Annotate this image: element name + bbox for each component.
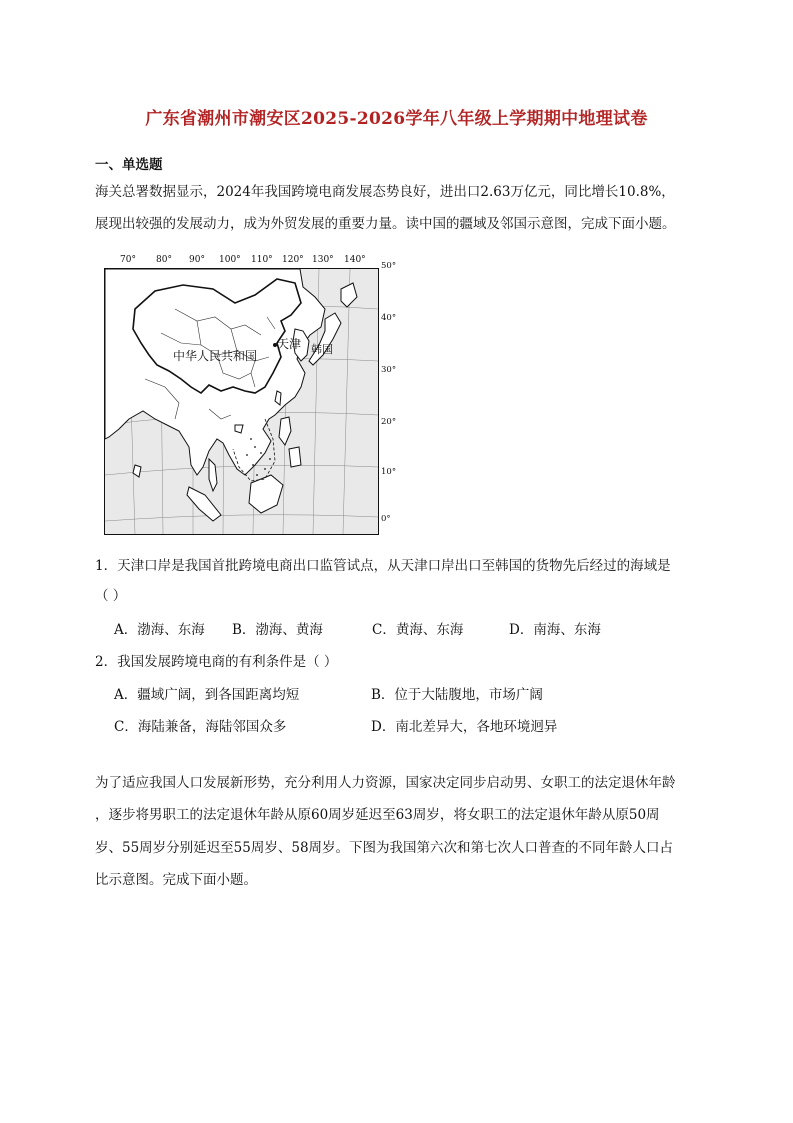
lat-label: 20°: [381, 417, 397, 427]
q1-option-c[interactable]: C．黄海、东海: [372, 622, 464, 638]
q1-option-d[interactable]: D．南海、东海: [509, 622, 601, 638]
lat-label: 40°: [381, 313, 397, 323]
q2-option-a[interactable]: A．疆域广阔，到各国距离均短: [114, 687, 300, 703]
q1-option-b[interactable]: B．渤海、黄海: [232, 622, 323, 638]
passage2-line3: 岁、55周岁分别延迟至55周岁、58周岁。下图为我国第六次和第七次人口普查的不同年龄人口占: [95, 840, 674, 856]
lon-label: 120°: [282, 255, 304, 265]
map-drawing: [105, 269, 378, 534]
passage2-line2: ，逐步将男职工的法定退休年龄从原60周岁延迟至63周岁，将女职工的法定退休年龄从原50周: [95, 807, 660, 823]
page-title: 广东省潮州市潮安区2025-2026学年八年级上学期期中地理试卷: [145, 109, 648, 129]
q2-option-b[interactable]: B．位于大陆腹地，市场广阔: [371, 687, 543, 703]
lon-label: 70°: [120, 255, 136, 265]
passage2-line4: 比示意图。完成下面小题。: [95, 872, 257, 888]
passage2-line1: 为了适应我国人口发展新形势，充分利用人力资源，国家决定同步启动男、女职工的法定退休年龄: [95, 775, 676, 791]
section-heading: 一、单选题: [95, 157, 163, 173]
passage1-line1: 海关总署数据显示，2024年我国跨境电商发展态势良好，进出口2.63万亿元，同比增长10.8%，: [95, 184, 675, 200]
q1-stem-line1: 1．天津口岸是我国首批跨境电商出口监管试点，从天津口岸出口至韩国的货物先后经过的海域是: [95, 558, 671, 574]
lat-label: 50°: [381, 261, 397, 271]
passage1-line2: 展现出较强的发展动力，成为外贸发展的重要力量。读中国的疆域及邻国示意图，完成下面小题。: [95, 216, 676, 232]
q2-option-d[interactable]: D．南北差异大，各地环境迥异: [371, 719, 558, 735]
q2-option-c[interactable]: C．海陆兼备，海陆邻国众多: [114, 719, 287, 735]
china-map-figure: [104, 255, 404, 537]
map-label-china: 中华人民共和国: [173, 349, 258, 363]
map-frame: [104, 268, 379, 535]
q2-stem: 2．我国发展跨境电商的有利条件是（ ）: [95, 654, 338, 670]
lon-label: 80°: [156, 255, 172, 265]
q1-stem-line2: （ ）: [95, 588, 127, 604]
lon-label: 130°: [312, 255, 334, 265]
lon-label: 140°: [344, 255, 366, 265]
lat-label: 30°: [381, 365, 397, 375]
map-label-korea: 韩国: [311, 343, 333, 356]
lat-label: 10°: [381, 467, 397, 477]
q1-option-a[interactable]: A．渤海、东海: [114, 622, 205, 638]
lon-label: 100°: [219, 255, 241, 265]
lon-label: 90°: [189, 255, 205, 265]
lon-label: 110°: [251, 255, 273, 265]
lat-label: 0°: [381, 514, 391, 524]
map-label-tianjin: 天津: [277, 337, 302, 351]
